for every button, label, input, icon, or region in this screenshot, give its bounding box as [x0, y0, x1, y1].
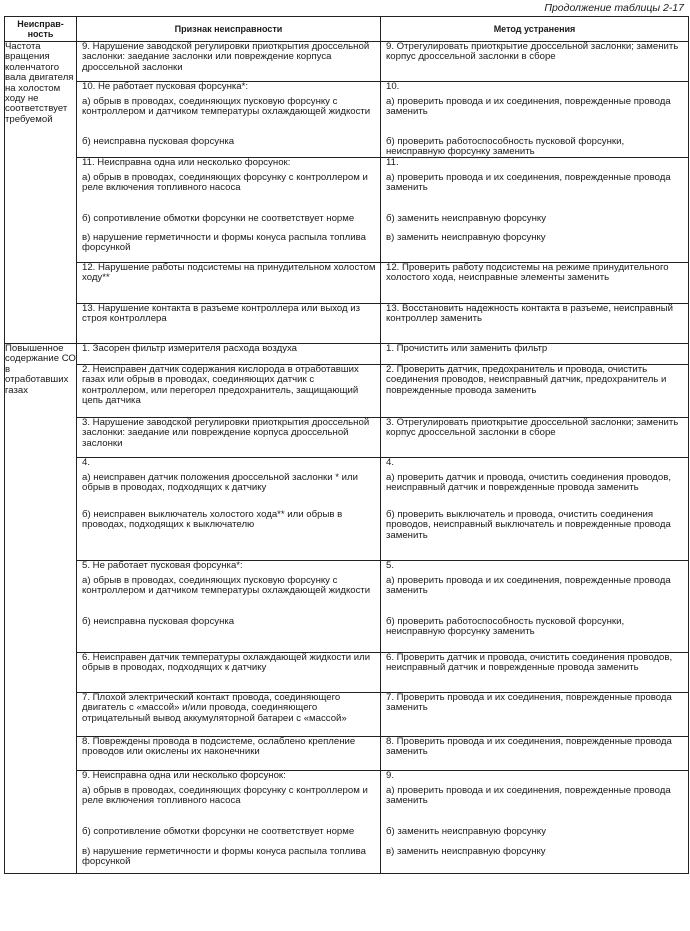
method-cell — [381, 42, 689, 82]
method-item: 3. Отрегулировать приоткрытие дроссельной заслонки; заменить корпус дроссельной заслонки в сборе — [386, 418, 679, 439]
method-item: 8. Проверить провода и их соединения, поврежденные провода заменить — [386, 737, 672, 758]
method-item: в) заменить неисправную форсунку — [386, 847, 546, 857]
symptom-cell — [77, 771, 381, 874]
method-cell — [381, 344, 689, 365]
method-item: 12. Проверить работу подсистемы на режиме принудительного холостого хода, неисправные элементы заменить — [386, 263, 669, 284]
method-cell — [381, 304, 689, 344]
symptom-cell — [77, 418, 381, 458]
table-row — [5, 771, 689, 874]
table-header-row — [5, 17, 689, 42]
symptom-cell — [77, 653, 381, 693]
symptom-item: 7. Плохой электрический контакт провода, соединяющего двигатель с «массой» и/или провода, соединяющего отрицательный вывод аккумуляторной батареи с «массой» — [82, 693, 347, 724]
table-row — [5, 418, 689, 458]
method-item: 2. Проверить датчик, предохранитель и провода, очистить соединения проводов, неисправный датчик, предохранитель и поврежденные провода заменить — [386, 365, 667, 396]
category-idle-speed: Частота вращения коленчатого вала двигателя на холостом ходу не соответствует требуемой — [5, 42, 77, 344]
symptom-item: 1. Засорен фильтр измерителя расхода воздуха — [82, 344, 298, 354]
method-cell — [381, 158, 689, 263]
symptom-item: 3. Нарушение заводской регулировки приоткрытия дроссельной заслонки: заедание или повреждение корпуса дроссельной заслонки — [82, 418, 370, 449]
table-row — [5, 82, 689, 158]
symptom-item: 5. Не работает пусковая форсунка*: — [82, 561, 243, 571]
method-cell — [381, 653, 689, 693]
symptom-item: в) нарушение герметичности и формы конуса распыла топлива форсункой — [82, 847, 366, 868]
symptom-cell — [77, 365, 381, 418]
symptom-item: 2. Неисправен датчик содержания кислорода в отработавших газах или обрыв в проводах, соединяющих датчик с контроллером, или перегорел предохранитель, защищающий цепь датчика — [82, 365, 359, 407]
symptom-item: 11. Неисправна одна или несколько форсунок: — [82, 158, 291, 168]
method-item: 1. Прочистить или заменить фильтр — [386, 344, 548, 354]
symptom-item: 9. Неисправна одна или несколько форсунок: — [82, 771, 286, 781]
method-cell — [381, 737, 689, 771]
method-item: б) проверить работоспособность пусковой форсунки, неисправную форсунку заменить — [386, 617, 625, 638]
method-cell — [381, 263, 689, 304]
method-item: 7. Проверить провода и их соединения, поврежденные провода заменить — [386, 693, 672, 714]
symptom-item: 4. — [82, 458, 91, 468]
symptom-cell — [77, 693, 381, 737]
table-row — [5, 458, 689, 561]
method-item: б) заменить неисправную форсунку — [386, 827, 547, 837]
method-item: а) проверить датчик и провода, очистить соединения проводов, неисправный датчик и поврежденные провода заменить — [386, 473, 671, 494]
symptom-cell — [77, 458, 381, 561]
method-cell — [381, 458, 689, 561]
symptom-cell — [77, 304, 381, 344]
symptom-cell — [77, 561, 381, 653]
method-item: б) заменить неисправную форсунку — [386, 214, 547, 224]
symptom-item: 12. Нарушение работы подсистемы на принудительном холостом ходу** — [82, 263, 376, 284]
symptom-item: в) нарушение герметичности и формы конуса распыла топлива форсункой — [82, 233, 366, 254]
method-item: 5. — [386, 561, 395, 571]
table-row — [5, 304, 689, 344]
symptom-cell — [77, 344, 381, 365]
symptom-item: а) обрыв в проводах, соединяющих пусковую форсунку с контроллером и датчиком температуры охлаждающей жидкости — [82, 97, 371, 118]
category-co-level: Повышенное содержание СО в отработавших газах — [5, 344, 77, 874]
method-cell — [381, 365, 689, 418]
table-row — [5, 693, 689, 737]
method-item: б) проверить работоспособность пусковой форсунки, неисправную форсунку заменить — [386, 137, 625, 157]
method-item: б) проверить выключатель и провода, очистить соединения проводов, неисправный выключатель и поврежденные провода заменить — [386, 510, 671, 541]
method-cell — [381, 561, 689, 653]
symptom-cell — [77, 158, 381, 263]
table-row — [5, 737, 689, 771]
method-item: а) проверить провода и их соединения, поврежденные провода заменить — [386, 786, 671, 807]
method-cell — [381, 82, 689, 158]
table-row — [5, 344, 689, 365]
method-cell — [381, 418, 689, 458]
table-row — [5, 561, 689, 653]
table-row — [5, 158, 689, 263]
method-item: 10. — [386, 82, 400, 92]
method-cell — [381, 771, 689, 874]
table-row — [5, 653, 689, 693]
method-item: 6. Проверить датчик и провода, очистить соединения проводов, неисправный датчик и поврежденные провода заменить — [386, 653, 673, 674]
method-item: а) проверить провода и их соединения, поврежденные провода заменить — [386, 97, 671, 118]
table-row — [5, 42, 689, 82]
symptom-item: а) обрыв в проводах, соединяющих форсунку с контроллером и реле включения топливного насоса — [82, 786, 368, 807]
symptom-item: 9. Нарушение заводской регулировки приоткрытия дроссельной заслонки: заедание заслонки или повреждение корпуса дроссельной заслонки — [82, 42, 370, 73]
method-item: 13. Восстановить надежность контакта в разъеме, неисправный контроллер заменить — [386, 304, 674, 325]
method-cell — [381, 693, 689, 737]
symptom-item: б) неисправна пусковая форсунка — [82, 137, 235, 147]
symptom-cell — [77, 737, 381, 771]
troubleshooting-table — [4, 16, 689, 874]
method-item: 9. Отрегулировать приоткрытие дроссельной заслонки; заменить корпус дроссельной заслонки в сборе — [386, 42, 679, 63]
symptom-item: б) сопротивление обмотки форсунки не соответствует норме — [82, 214, 355, 224]
symptom-cell — [77, 263, 381, 304]
symptom-item: 6. Неисправен датчик температуры охлаждающей жидкости или обрыв в проводах, подходящих к датчику — [82, 653, 371, 674]
method-item: а) проверить провода и их соединения, поврежденные провода заменить — [386, 173, 671, 194]
symptom-item: а) обрыв в проводах, соединяющих пусковую форсунку с контроллером и датчиком температуры охлаждающей жидкости — [82, 576, 371, 597]
header-fault: Неисправ-ность — [5, 17, 77, 42]
symptom-item: б) неисправен выключатель холостого хода** или обрыв в проводах, подходящих к выключателю — [82, 510, 343, 531]
symptom-cell — [77, 82, 381, 158]
symptom-item: 10. Не работает пусковая форсунка*: — [82, 82, 249, 92]
method-item: 11. — [386, 158, 399, 168]
method-item: 9. — [386, 771, 395, 781]
symptom-item: 8. Повреждены провода в подсистеме, ослаблено крепление проводов или окислены их наконечники — [82, 737, 356, 758]
symptom-item: 13. Нарушение контакта в разъеме контроллера или выход из строя контроллера — [82, 304, 361, 325]
symptom-item: б) сопротивление обмотки форсунки не соответствует норме — [82, 827, 355, 837]
method-item: 4. — [386, 458, 395, 468]
table-caption: Продолжение таблицы 2-17 — [544, 2, 684, 14]
symptom-item: б) неисправна пусковая форсунка — [82, 617, 235, 627]
header-symptom: Признак неисправности — [77, 17, 381, 42]
table-row — [5, 263, 689, 304]
table-row — [5, 365, 689, 418]
symptom-item: а) неисправен датчик положения дроссельной заслонки * или обрыв в проводах, подходящих к датчику — [82, 473, 358, 494]
method-item: в) заменить неисправную форсунку — [386, 233, 546, 243]
header-method: Метод устранения — [381, 17, 689, 42]
symptom-item: а) обрыв в проводах, соединяющих форсунку с контроллером и реле включения топливного насоса — [82, 173, 368, 194]
symptom-cell — [77, 42, 381, 82]
method-item: а) проверить провода и их соединения, поврежденные провода заменить — [386, 576, 671, 597]
